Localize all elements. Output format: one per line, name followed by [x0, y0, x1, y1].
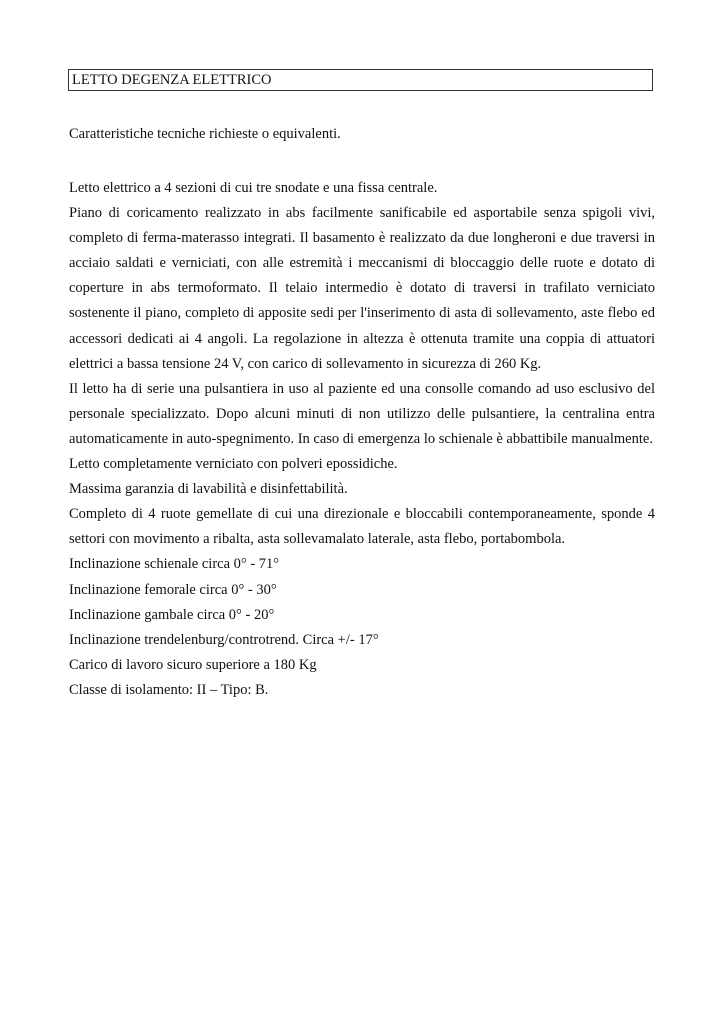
spec-safe-load: Carico di lavoro sicuro superiore a 180 Kg — [69, 656, 317, 673]
spec-femoral-tilt: Inclinazione femorale circa 0° - 30° — [69, 581, 277, 598]
spec-trendelenburg: Inclinazione trendelenburg/controtrend. Circa +/- 17° — [69, 631, 379, 648]
paragraph-structure: Piano di coricamento realizzato in abs facilmente sanificabile ed asportabile senza spigoli vivi, completo di ferma-materasso integrati. Il basamento è realizzato da due longheroni e due traversi in acciaio saldati e verniciati, con alle estremità i meccanismi di bloccaggio delle ruote e dotato di coperture in abs termoformato. Il telaio intermedio è dotato di traversi in trafilato verniciato sostenente il piano, completo di apposite sedi per l'inserimento di asta di sollevamento, aste flebo ed accessori dedicati ai 4 angoli. La regolazione in altezza è ottenuta tramite una coppia di attuatori elettrici a bassa tensione 24 V, con carico di sollevamento in sicurezza di 260 Kg. — [69, 205, 655, 372]
spec-backrest-tilt: Inclinazione schienale circa 0° - 71° — [69, 556, 280, 573]
document-subtitle: Caratteristiche tecniche richieste o equivalenti. — [69, 126, 341, 142]
spec-insulation-class: Classe di isolamento: II – Tipo: B. — [69, 681, 269, 698]
document-body — [69, 176, 655, 703]
document-title: LETTO DEGENZA ELETTRICO — [68, 69, 653, 91]
paragraph-hygiene: Massima garanzia di lavabilità e disinfettabilità. — [69, 481, 348, 498]
paragraph-paint: Letto completamente verniciato con polveri epossidiche. — [69, 456, 398, 473]
paragraph-sections: Letto elettrico a 4 sezioni di cui tre snodate e una fissa centrale. — [69, 180, 438, 196]
spec-leg-tilt: Inclinazione gambale circa 0° - 20° — [69, 606, 275, 623]
paragraph-accessories: Completo di 4 ruote gemellate di cui una direzionale e bloccabili contemporaneamente, sponde 4 settori con movimento a ribalta, asta sollevamalato laterale, asta flebo, portabombola. — [69, 506, 655, 548]
paragraph-controls: Il letto ha di serie una pulsantiera in uso al paziente ed una consolle comando ad uso esclusivo del personale specializzato. Dopo alcuni minuti di non utilizzo delle pulsantiere, la centralina entra automaticamente in auto-spegnimento. In caso di emergenza lo schienale è abbattibile manualmente. — [69, 380, 655, 447]
